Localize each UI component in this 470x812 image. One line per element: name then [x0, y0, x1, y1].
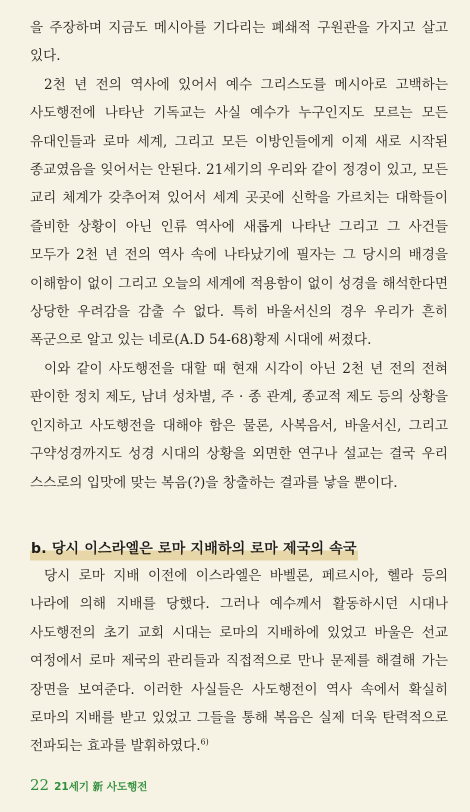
footnote-marker: 6) [200, 737, 209, 747]
page-number: 22 [30, 776, 50, 794]
paragraph-context: 이와 같이 사도행전을 대할 때 현재 시각이 아닌 2천 년 전의 전혀 판이한 정치 제도, 남녀 성차별, 주 · 종 관계, 종교적 제도 등의 상황을 인지하고 사도행전을 대해야 함은 물론, 사복음서, 바울서신, 그리고 구약성경까지도 성경 시대의 상황을 외면한 연구나 설교는 결국 우리 스스로의 입맛에 맞는 복음(?)을 창출하는 결과를 낳을 뿐이다. [30, 360, 448, 491]
paragraph-rome [30, 562, 448, 761]
paragraph-continuation: 을 주장하며 지금도 메시아를 기다리는 폐쇄적 구원관을 가지고 살고 있다. [30, 20, 448, 65]
page-footer [30, 776, 147, 794]
section-heading-wrap [30, 515, 448, 562]
paragraph-history: 2천 년 전의 역사에 있어서 예수 그리스도를 메시아로 고백하는 사도행전에 나타난 기독교는 사실 예수가 누구인지도 모르는 모든 유대인들과 로마 세계, 그리고 모든 이방인들에게 이제 새로 시작된 종교였음을 잊어서는 안된다. 21세기의 우리와 같이 정경이 있고, 모든 교리 체계가 갖추어져 있어서 세계 곳곳에 신학을 가르치는 대학들이 즐비한 상황이 아닌 인류 역사에 새롭게 나타난 그리고 그 사건들 모두가 2천 년 전의 역사 속에 나타났기에 필자는 그 당시의 배경을 이해함이 없이 그리고 오늘의 세계에 적용함이 없이 성경을 해석한다면 상당한 우려감을 감출 수 없다. 특히 바울서신의 경우 우리가 흔히 폭군으로 알고 있는 네로(A.D 54-68)황제 시대에 써졌다. [30, 76, 448, 349]
book-title: 21세기 新 사도행전 [54, 781, 148, 793]
paragraph-rome-text: 당시 로마 지배 이전에 이스라엘은 바벨론, 페르시아, 헬라 등의 나라에 의해 지배를 당했다. 그러나 예수께서 활동하시던 시대나 사도행전의 초기 교회 시대는 로마의 지배하에 있었고 바울은 선교 여정에서 로마 제국의 관리들과 직접적으로 만나 문제를 해결해 가는 장면을 보여준다. 이러한 사실들은 사도행전이 역사 속에서 확실히 로마의 지배를 받고 있었고 그들을 통해 복음은 실제 더욱 탄력적으로 전파되는 효과를 발휘하였다. [30, 567, 448, 755]
section-heading: b. 당시 이스라엘은 로마 지배하의 로마 제국의 속국 [30, 536, 358, 562]
